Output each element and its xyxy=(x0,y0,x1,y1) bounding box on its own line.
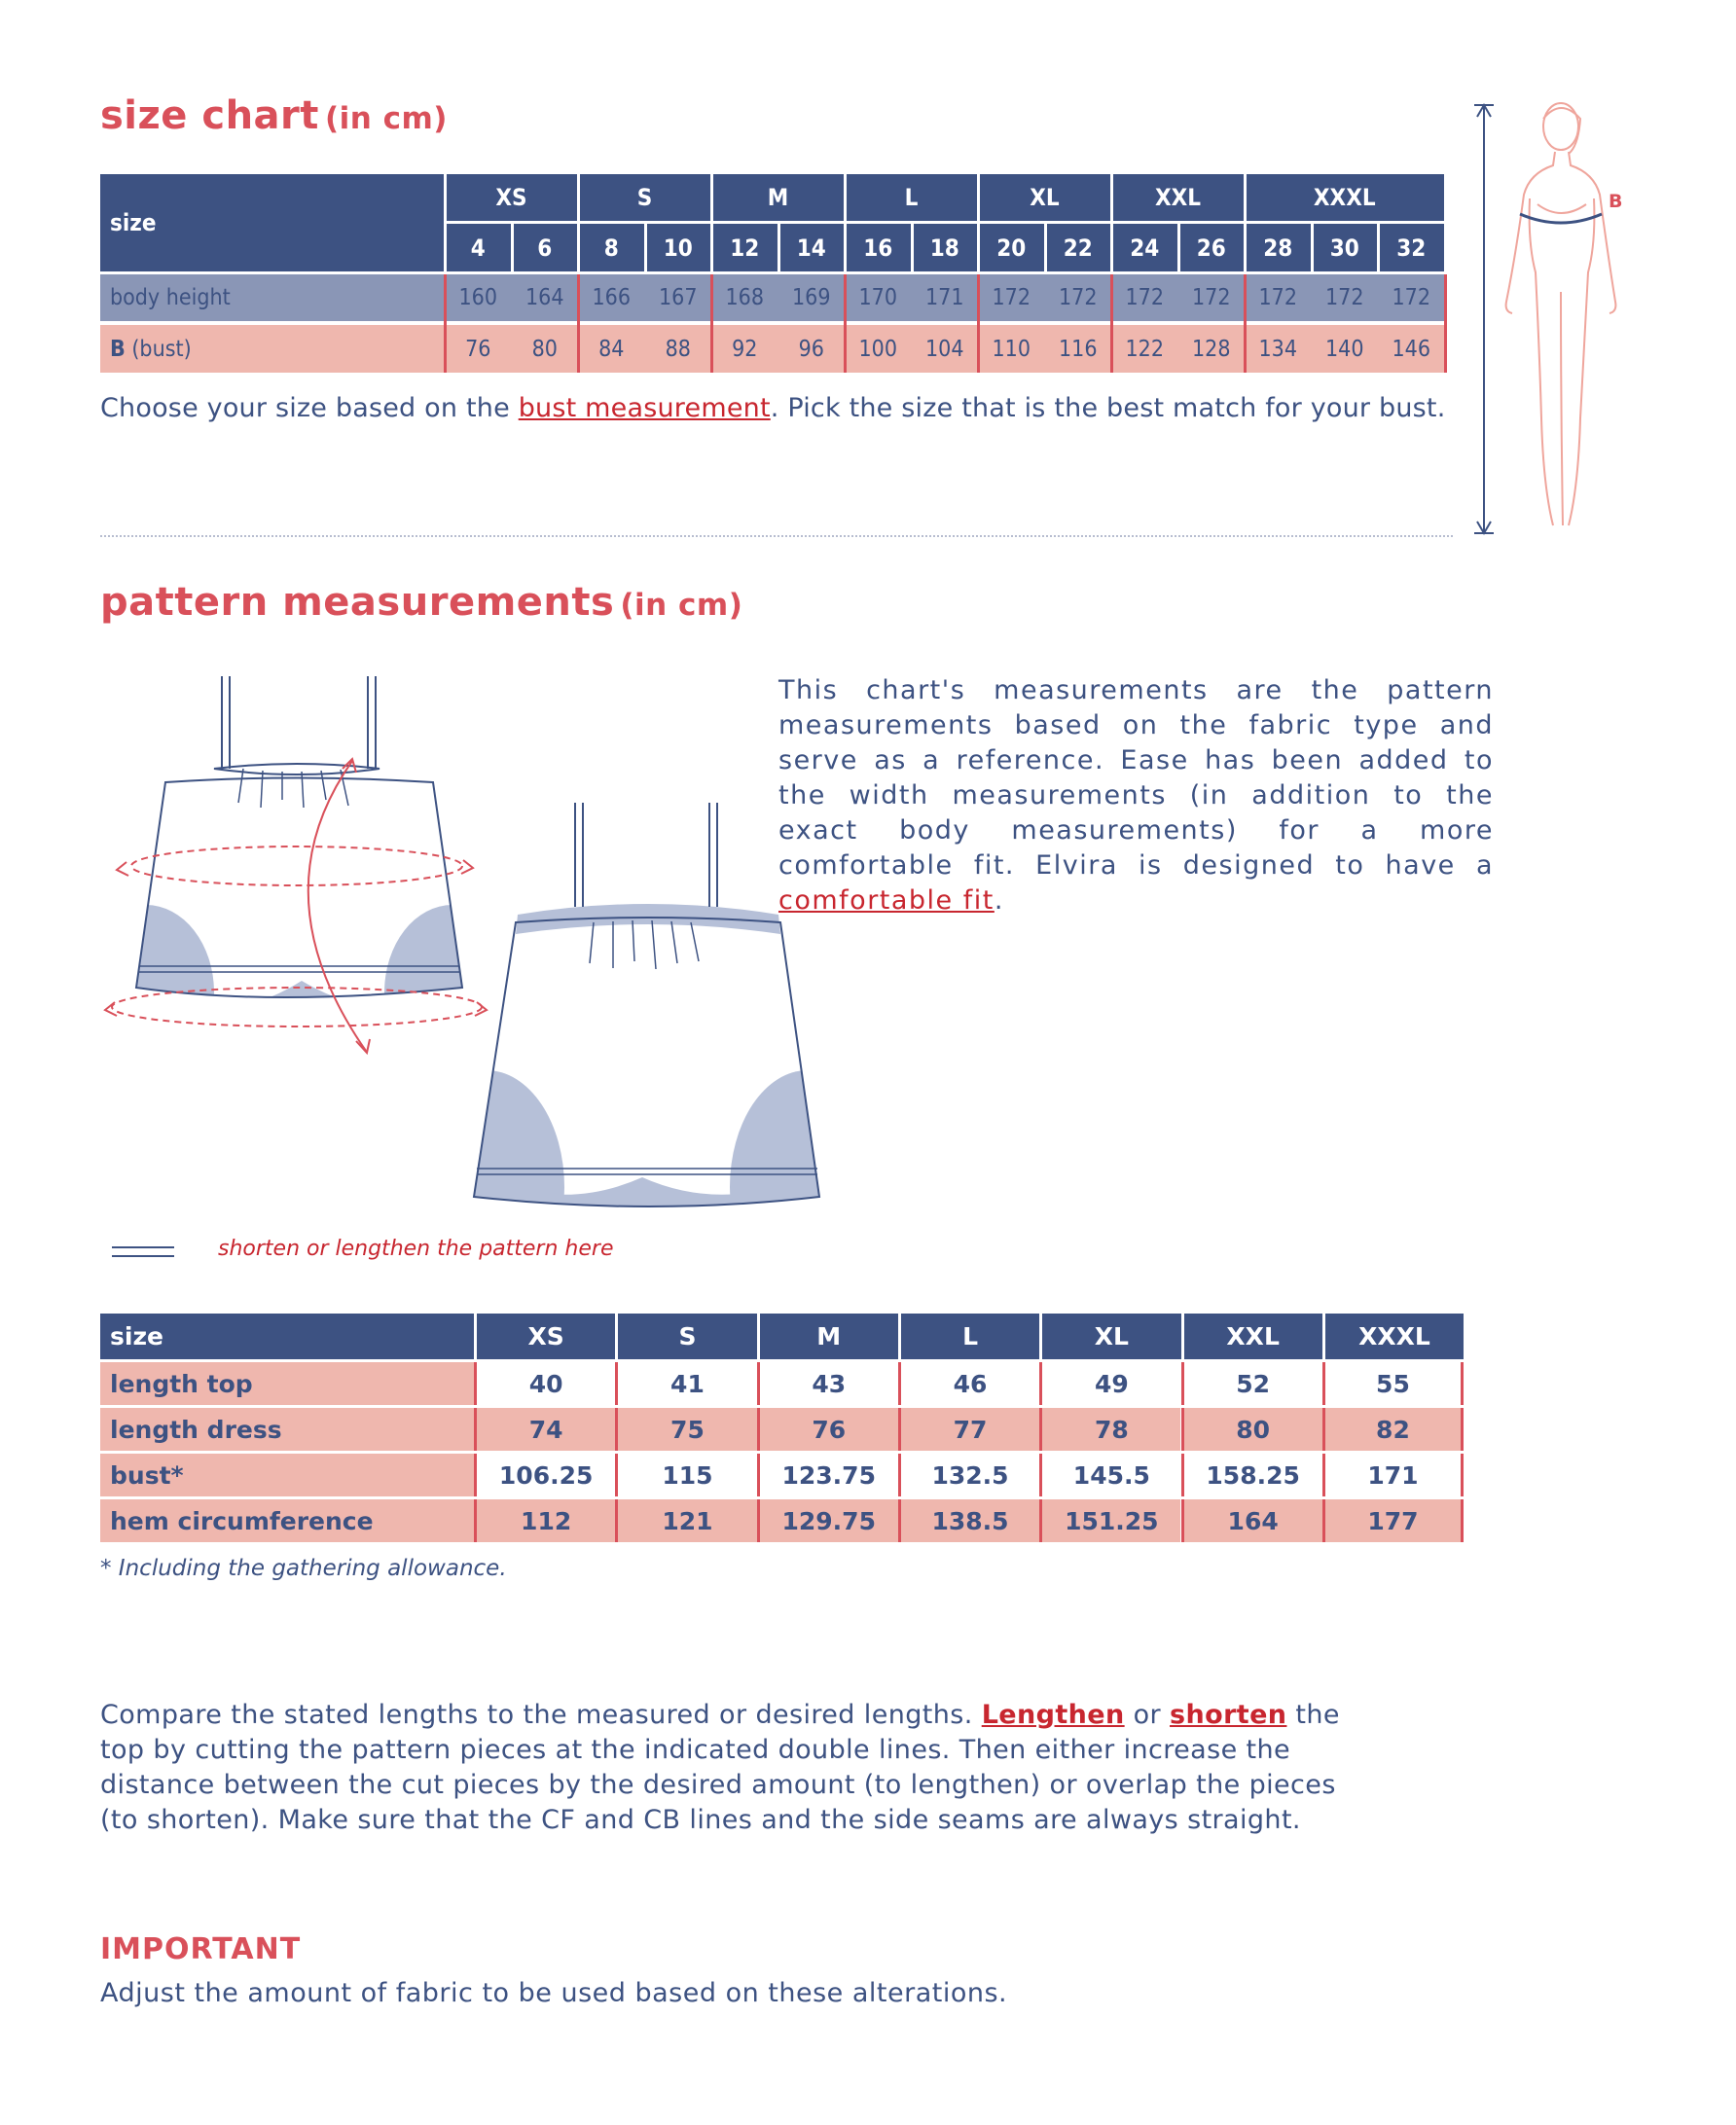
pattern-desc-after: . xyxy=(994,885,1004,916)
size-header-label: size xyxy=(100,174,445,271)
pattern-value-cell: 115 xyxy=(615,1454,756,1496)
pattern-value-cell: 145.5 xyxy=(1039,1454,1180,1496)
important-text: Adjust the amount of fabric to be used based on these alterations. xyxy=(100,1978,1008,2008)
size-note-after: . Pick the size that is the best match for your bust. xyxy=(770,393,1446,423)
pattern-title-unit: (in cm) xyxy=(620,588,743,623)
body-height-value: 172 xyxy=(1178,274,1246,321)
header-separator xyxy=(1377,224,1380,271)
bust-value: 140 xyxy=(1312,325,1379,373)
body-height-value: 172 xyxy=(1111,274,1178,321)
bust-row-text: (bust) xyxy=(131,336,192,362)
pattern-value-cell: 158.25 xyxy=(1181,1454,1322,1496)
body-height-value: 170 xyxy=(845,274,912,321)
size-number: 28 xyxy=(1245,224,1312,271)
pattern-title xyxy=(100,580,742,625)
compare-paragraph xyxy=(100,1698,1351,1838)
size-group-header: L xyxy=(845,174,978,221)
body-height-value: 164 xyxy=(512,274,579,321)
section-divider xyxy=(100,535,1453,537)
bust-value: 100 xyxy=(845,325,912,373)
pattern-title-text: pattern measurements xyxy=(100,580,615,625)
body-height-value: 167 xyxy=(645,274,712,321)
bust-line xyxy=(1520,214,1602,223)
pattern-description xyxy=(778,673,1494,918)
size-number: 12 xyxy=(711,224,778,271)
body-height-value: 168 xyxy=(711,274,778,321)
size-number: 30 xyxy=(1312,224,1379,271)
important-heading: IMPORTANT xyxy=(100,1932,302,1966)
body-height-value: 160 xyxy=(445,274,512,321)
woman-silhouette xyxy=(1506,103,1616,525)
pattern-size-header: XL xyxy=(1039,1314,1180,1359)
size-number: 10 xyxy=(645,224,712,271)
pattern-value-cell: 80 xyxy=(1181,1408,1322,1451)
size-number: 26 xyxy=(1178,224,1246,271)
bust-value: 96 xyxy=(778,325,846,373)
pattern-value-cell: 177 xyxy=(1322,1499,1464,1542)
body-height-value: 172 xyxy=(1378,274,1445,321)
compare-text-2: the top by cutting the pattern pieces at the indicated double lines. Then either increase the distance between the cut pieces by the desired amount (to lengthen) or overlap the pieces (to shorten). Make sure that the CF and CB lines and the side seams are always straight. xyxy=(100,1700,1340,1835)
body-height-label: body height xyxy=(100,274,445,321)
pattern-size-header: S xyxy=(615,1314,756,1359)
pattern-value-cell: 121 xyxy=(615,1499,756,1542)
bust-measure-loop xyxy=(131,846,462,885)
legend-text: shorten or lengthen the pattern here xyxy=(218,1237,614,1261)
pattern-value-cell: 171 xyxy=(1322,1454,1464,1496)
pattern-size-header: XS xyxy=(474,1314,615,1359)
size-number: 4 xyxy=(445,224,512,271)
bust-value: 84 xyxy=(578,325,645,373)
pattern-size-header: L xyxy=(898,1314,1039,1359)
pattern-header-label: size xyxy=(110,1322,163,1351)
height-arrow xyxy=(1474,105,1494,533)
size-group-header: XXL xyxy=(1111,174,1245,221)
group-separator xyxy=(1244,274,1247,373)
size-group-header: XXXL xyxy=(1245,174,1445,221)
size-chart-title-text: size chart xyxy=(100,93,319,138)
pattern-value-cell: 74 xyxy=(474,1408,615,1451)
header-h-separator xyxy=(445,221,1445,224)
size-number: 20 xyxy=(978,224,1045,271)
bust-value: 134 xyxy=(1245,325,1312,373)
pattern-row-label: hem circumference xyxy=(100,1499,474,1542)
bust-value: 104 xyxy=(912,325,979,373)
footnote: * Including the gathering allowance. xyxy=(100,1556,507,1581)
pattern-value-cell: 43 xyxy=(757,1362,898,1405)
size-note-before: Choose your size based on the xyxy=(100,393,519,423)
body-height-value: 166 xyxy=(578,274,645,321)
size-chart-title xyxy=(100,93,448,138)
size-group-header: XS xyxy=(445,174,578,221)
bust-value: 88 xyxy=(645,325,712,373)
pattern-value-cell: 151.25 xyxy=(1039,1499,1180,1542)
pattern-value-cell: 52 xyxy=(1181,1362,1322,1405)
size-number: 22 xyxy=(1045,224,1112,271)
size-chart-note xyxy=(100,393,1446,423)
bust-value: 128 xyxy=(1178,325,1246,373)
size-number: 18 xyxy=(912,224,979,271)
header-separator xyxy=(1311,224,1314,271)
size-number: 16 xyxy=(845,224,912,271)
bust-value: 122 xyxy=(1111,325,1178,373)
figure-bust-label: B xyxy=(1609,191,1623,212)
group-separator xyxy=(444,274,447,373)
compare-text-1: Compare the stated lengths to the measured or desired lengths. xyxy=(100,1700,982,1730)
pattern-value-cell: 77 xyxy=(898,1408,1039,1451)
body-height-value: 169 xyxy=(778,274,846,321)
pattern-value-cell: 138.5 xyxy=(898,1499,1039,1542)
pattern-value-cell: 129.75 xyxy=(757,1499,898,1542)
group-separator xyxy=(844,274,847,373)
bust-value: 80 xyxy=(512,325,579,373)
pattern-value-cell: 82 xyxy=(1322,1408,1464,1451)
size-chart-table xyxy=(100,174,1444,373)
legend-line-top xyxy=(112,1246,174,1248)
size-group-header: XL xyxy=(978,174,1111,221)
group-separator xyxy=(977,274,980,373)
body-height-value: 172 xyxy=(1312,274,1379,321)
pattern-row-label: length dress xyxy=(100,1408,474,1451)
bust-measurement-link[interactable]: bust measurement xyxy=(518,393,771,423)
size-group-header: M xyxy=(711,174,845,221)
group-separator xyxy=(1110,274,1113,373)
header-separator xyxy=(1044,224,1047,271)
group-separator xyxy=(1444,274,1447,373)
size-group-header: S xyxy=(578,174,711,221)
bust-row-letter: B xyxy=(110,336,126,362)
group-separator xyxy=(710,274,713,373)
lengthen-link[interactable]: Lengthen xyxy=(981,1700,1125,1730)
size-number: 14 xyxy=(778,224,846,271)
header-separator xyxy=(644,224,647,271)
bust-value: 116 xyxy=(1045,325,1112,373)
pattern-desc-before: This chart's measurements are the pattern measurements based on the fabric type and serve as a reference. Ease has been added to the width measurements (in addition to the exact body measurements) for a more comfortable fit. Elvira is designed to have a xyxy=(778,675,1494,881)
header-separator xyxy=(1177,224,1180,271)
pattern-value-cell: 76 xyxy=(757,1408,898,1451)
size-number: 6 xyxy=(512,224,579,271)
bust-value: 92 xyxy=(711,325,778,373)
header-separator xyxy=(778,224,780,271)
pattern-value-cell: 46 xyxy=(898,1362,1039,1405)
bust-row-label xyxy=(100,325,445,373)
compare-text-or: or xyxy=(1124,1700,1171,1730)
header-separator xyxy=(511,224,514,271)
body-height-value: 172 xyxy=(978,274,1045,321)
header-separator xyxy=(911,224,914,271)
pattern-size-header: M xyxy=(757,1314,898,1359)
pattern-value-cell: 106.25 xyxy=(474,1454,615,1496)
bust-value: 76 xyxy=(445,325,512,373)
pattern-row-label: bust* xyxy=(100,1454,474,1496)
pattern-size-header: XXXL xyxy=(1322,1314,1464,1359)
pattern-value-cell: 55 xyxy=(1322,1362,1464,1405)
body-height-value: 172 xyxy=(1045,274,1112,321)
pattern-row-label: length top xyxy=(100,1362,474,1405)
size-chart-title-unit: (in cm) xyxy=(324,101,448,136)
pattern-value-cell: 132.5 xyxy=(898,1454,1039,1496)
length-measure-arrow xyxy=(308,761,366,1051)
bust-value: 110 xyxy=(978,325,1045,373)
group-separator xyxy=(577,274,580,373)
garment-front-illustration xyxy=(97,671,506,1090)
size-number: 8 xyxy=(578,224,645,271)
pattern-value-cell: 41 xyxy=(615,1362,756,1405)
pattern-size-header: XXL xyxy=(1181,1314,1322,1359)
size-number: 24 xyxy=(1111,224,1178,271)
body-figure xyxy=(1460,97,1635,545)
bust-value: 146 xyxy=(1378,325,1445,373)
body-height-value: 172 xyxy=(1245,274,1312,321)
pattern-value-cell: 40 xyxy=(474,1362,615,1405)
pattern-value-cell: 112 xyxy=(474,1499,615,1542)
pattern-value-cell: 78 xyxy=(1039,1408,1180,1451)
body-height-value: 171 xyxy=(912,274,979,321)
pattern-value-cell: 164 xyxy=(1181,1499,1322,1542)
pattern-value-cell: 123.75 xyxy=(757,1454,898,1496)
comfortable-fit-link[interactable]: comfortable fit xyxy=(778,885,995,916)
garment-back-illustration xyxy=(467,798,837,1216)
pattern-value-cell: 49 xyxy=(1039,1362,1180,1405)
size-number: 32 xyxy=(1378,224,1445,271)
shorten-link[interactable]: shorten xyxy=(1170,1700,1287,1730)
pattern-value-cell: 75 xyxy=(615,1408,756,1451)
legend-line-bottom xyxy=(112,1255,174,1257)
